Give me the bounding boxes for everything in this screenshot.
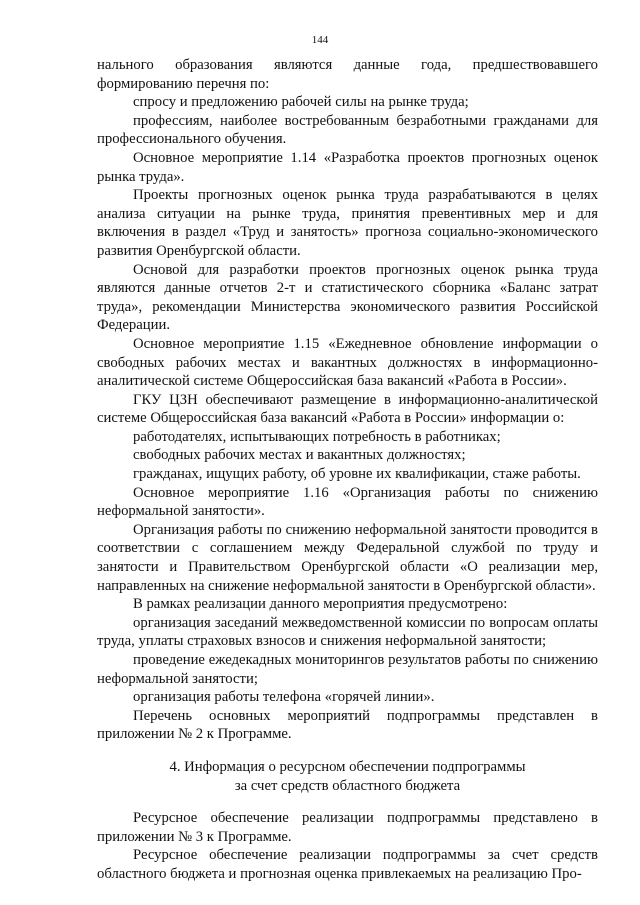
paragraph: гражданах, ищущих работу, об уровне их квалификации, стаже работы. (133, 466, 581, 483)
paragraph: Проекты прогнозных оценок рынка труда разрабатываются в целях анализа ситуации на рынке труда, принятия превентивных мер и для включения в раздел «Труд и занятость» прогноза социально-экономического развития Оренбургской области. (97, 187, 598, 259)
paragraph: нального образования являются данные года, предшествовавшего формированию перечня по: (97, 57, 598, 92)
paragraphs-after (97, 809, 598, 883)
section-heading-line-1: 4. Информация о ресурсном обеспечении подпрограммы (169, 758, 526, 775)
paragraph: Основное мероприятие 1.15 «Ежедневное обновление информации о свободных рабочих местах и вакантных должностях в информационно-аналитической системе Общероссийская база вакансий «Работа в России». (97, 335, 598, 390)
page-number: 144 (311, 34, 329, 46)
paragraph: организация работы телефона «горячей линии». (133, 689, 435, 706)
paragraph: В рамках реализации данного мероприятия предусмотрено: (133, 596, 508, 613)
section-heading-line-2: за счет средств областного бюджета (234, 777, 461, 794)
paragraph: спросу и предложению рабочей силы на рынке труда; (133, 94, 469, 111)
paragraph: Ресурсное обеспечение реализации подпрограммы представлено в приложении № 3 к Программе. (97, 810, 598, 845)
paragraph: свободных рабочих местах и вакантных должностях; (133, 447, 466, 464)
paragraph: Организация работы по снижению неформальной занятости проводится в соответствии с соглашением между Федеральной службой по труду и занятости и Правительством Оренбургской области «О реализации мер, направленных на снижение неформальной занятости в Оренбургской области». (97, 521, 598, 594)
paragraph: Основой для разработки проектов прогнозных оценок рынка труда являются данные отчетов 2-т и статистического сборника «Баланс затрат труда», рекомендации Министерства экономического развития Российской Федерации. (97, 261, 598, 334)
paragraph: Ресурсное обеспечение реализации подпрограммы за счет средств областного бюджета и прогнозная оценка привлекаемых на реализацию Про- (97, 847, 598, 882)
section-heading (97, 758, 598, 795)
paragraph: работодателях, испытывающих потребность в работниках; (133, 428, 501, 445)
paragraph: организация заседаний межведомственной комиссии по вопросам оплаты труда, уплаты страховых взносов и снижения неформальной занятости; (97, 614, 598, 650)
document-body (97, 56, 598, 884)
paragraph: профессиям, наиболее востребованным безработными гражданами для профессионального обучения. (97, 112, 598, 148)
paragraph: ГКУ ЦЗН обеспечивают размещение в информационно-аналитической системе Общероссийская база вакансий «Работа в России» информации о: (97, 391, 598, 427)
paragraph: проведение ежедекадных мониторингов результатов работы по снижению неформальной занятости; (97, 652, 598, 687)
paragraph: Основное мероприятие 1.16 «Организация работы по снижению неформальной занятости». (97, 484, 598, 520)
paragraphs-before (97, 56, 598, 744)
paragraph: Перечень основных мероприятий подпрограммы представлен в приложении № 2 к Программе. (97, 707, 598, 743)
paragraph: Основное мероприятие 1.14 «Разработка проектов прогнозных оценок рынка труда». (97, 149, 598, 185)
